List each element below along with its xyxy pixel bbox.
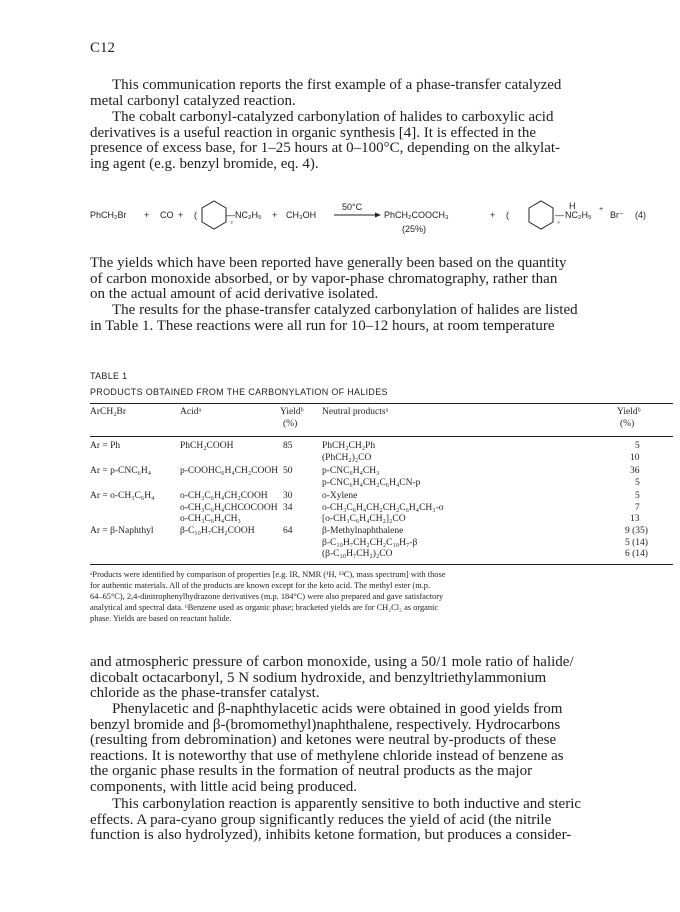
plus-sign: + [272,210,278,220]
table-bottom-rule [90,564,673,565]
row-acid: p-COOHC₆H₄CH₂COOH [180,466,279,476]
row-substrate: Ar = p-CNC₆H₄ [90,466,152,476]
paragraph-acids [90,702,680,795]
row-substrate: Ar = β-Naphthyl [90,526,154,536]
subscript-three: ₃ [230,218,233,225]
footnote-line: phase. Yields are based on reactant halide. [90,614,232,623]
text-line: ing agent (e.g. benzyl bromide, eq. 4). [90,155,319,172]
text-line: This carbonylation reaction is apparently sensitive to both inductive and steric [112,796,582,812]
header-yield-acid: Yieldᵇ [280,407,304,417]
text-line: presence of excess base, for 1–25 hours at 0–100°C, depending on the alkylat- [90,140,561,156]
row-neutral-yield: 7 [635,502,640,513]
arrow-head [375,213,381,218]
footnote-line: for authentic materials. All of the products are known except for the keto acid. The methyl ester (m.p. [90,581,431,590]
text-line: benzyl bromide and β-(bromomethyl)naphthalene, respectively. Hydrocarbons [90,716,561,733]
row-neutral-yield: 5 [635,441,640,451]
text-line: reactions. It is noteworthy that use of methylene chloride instead of benzene as [90,747,564,764]
header-substrate: ArCH₂Br [90,407,127,417]
text-line: the organic phase results in the formation of neutral products as the major [90,763,533,779]
header-acid: Acidᵃ [180,407,202,417]
paragraph-effects [90,797,680,844]
paragraph-conditions [90,655,680,702]
paragraph-intro [90,78,680,109]
text-line: (resulting from debromination) and ketones were neutral by-products of these [90,732,557,748]
reaction-condition: 50°C [342,202,363,212]
header-yield-neutral: Yieldᵇ [617,407,641,417]
row-neutral: β-Methylnaphthalene [322,526,404,536]
row-acid: β-C₁₀H₇CH₂COOH [180,526,255,536]
cyclohexyl-ring-left [202,201,226,229]
row-neutral-yield: 36 [630,466,640,476]
row-substrate: Ar = Ph [90,441,121,451]
text-line: on the actual amount of acid derivative isolated. [90,286,379,302]
text-line: metal carbonyl catalyzed reaction. [90,92,296,109]
plus-sign: + [144,210,150,220]
table-header-rule [90,436,673,437]
triethylamine-group: —NC₂H₅ [226,210,262,220]
text-line: The cobalt carbonyl-catalyzed carbonylation of halides to carboxylic acid [112,109,554,125]
text-line: in Table 1. These reactions were all run for 10–12 hours, at room temperature [90,317,555,334]
text-line: effects. A para-cyano group significantly reduces the yield of acid (the nitrile [90,811,552,828]
plus-sign: + [490,210,496,220]
table-top-rule [90,403,673,404]
header-yield-neutral-unit: (%) [620,419,635,429]
row-neutral: o-Xylene [322,491,358,501]
text-line: The results for the phase-transfer catalyzed carbonylation of halides are listed [112,302,578,318]
row-acid-yield: 50 [283,466,293,476]
row-acid-yield: 64 [283,526,293,536]
row-acid: PhCH₂COOH [180,441,234,451]
row-acid-yield: 34 [283,502,293,513]
cation-charge: + [599,206,604,213]
footnote-line: ᵃProducts were identified by comparison of properties [e.g. IR, NMR (¹H, ¹³C), mass spectrum] with those [90,570,446,579]
header-neutral: Neutral productsᵃ [322,407,389,417]
row-substrate: Ar = o-CH₃C₆H₄ [90,491,155,501]
row-neutral: (PhCH₂)₂CO [322,452,372,463]
table-caption: PRODUCTS OBTAINED FROM THE CARBONYLATION OF HALIDES [90,387,388,397]
row-neutral-yield: 10 [630,452,640,463]
row-neutral-yield: 5 [635,491,640,501]
paragraph-results [90,303,680,334]
text-line: function is also hydrolyzed), inhibits ketone formation, but produces a consider- [90,827,572,843]
reactant-benzyl-bromide: PhCH₂Br [90,210,127,220]
row-neutral: β-C₁₀H₇CH₂CH₂C₁₀H₇-β [322,537,418,548]
bromide-anion: Br⁻ [610,210,624,220]
text-line: chloride as the phase-transfer catalyst. [90,685,320,701]
text-line: components, with little acid being produced. [90,778,358,795]
row-acid-yield: 85 [283,441,293,451]
open-paren: ( [506,210,509,220]
open-paren: ( [194,210,197,220]
header-yield-acid-unit: (%) [283,419,298,429]
row-neutral-yield: 5 [635,477,640,488]
text-line: The yields which have been reported have generally been based on the quantity [90,255,567,271]
row-neutral: [o-CH₃C₆H₄CH₂]₂CO [322,514,406,524]
subscript-three: ₃ [557,218,560,225]
row-neutral-yield: 9 (35) [625,526,648,536]
ammonium-group: NC₂H₅ [565,210,592,220]
text-line: and atmospheric pressure of carbon monoxide, using a 50/1 mole ratio of halide/ [90,654,574,670]
reactant-co: CO [160,210,174,220]
table-footnote [90,569,680,624]
text-line: This communication reports the first example of a phase-transfer catalyzed [112,77,562,93]
equation-number: (4) [635,210,646,220]
product-methyl-phenylacetate: PhCH₂COOCH₃ [384,210,449,220]
text-line: of carbon monoxide absorbed, or by vapor-phase chromatography, rather than [90,270,558,287]
plus-sign: + [178,210,184,220]
paragraph-yields [90,256,680,303]
table-label: TABLE 1 [90,371,128,381]
row-acid-yield: 30 [283,491,293,501]
product-yield: (25%) [402,224,427,234]
paragraph-cobalt [90,110,680,172]
row-neutral-yield: 6 (14) [625,549,648,559]
row-neutral-yield: 13 [630,514,640,524]
row-neutral: (β-C₁₀H₇CH₂)₂CO [322,549,393,559]
row-neutral: p-CNC₆H₄CH₂C₆H₄CN-p [322,477,421,488]
cyclohexyl-ring-right [529,201,553,229]
reactant-methanol: CH₃OH [286,210,317,220]
page-number: C12 [90,40,116,56]
equation-drawing [90,198,680,246]
hydrogen-label: H [569,201,576,211]
text-line: Phenylacetic and β-naphthylacetic acids were obtained in good yields from [112,701,563,717]
row-neutral: p-CNC₆H₄CH₃ [322,466,380,476]
row-neutral: PhCH₂CH₂Ph [322,441,376,451]
row-neutral-yield: 5 (14) [625,537,648,548]
row-acid: o-CH₃C₆H₄CH₂COOH [180,491,268,501]
row-acid: o-CH₃C₆H₄CHCOCOOH [180,502,278,513]
row-acid: o-CH₃C₆H₄CH₃ [180,514,241,524]
text-line: dicobalt octacarbonyl, 5 N sodium hydroxide, and benzyltriethylammonium [90,669,547,686]
footnote-line: 64–65°C), 2,4-dinitrophenylhydrazone derivatives (m.p. 184°C) were also prepared and gave satisfactory [90,592,444,601]
footnote-line: analytical and spectral data. ᵇBenzene used as organic phase; bracketed yields are for CH₂Cl₂ as organic [90,603,439,612]
row-neutral: o-CH₃C₆H₄CH₂CH₂C₆H₄CH₃-o [322,502,444,513]
reaction-equation [90,198,680,246]
text-line: derivatives is a useful reaction in organic synthesis [4]. It is effected in the [90,124,536,141]
product-dash: — [555,210,564,220]
